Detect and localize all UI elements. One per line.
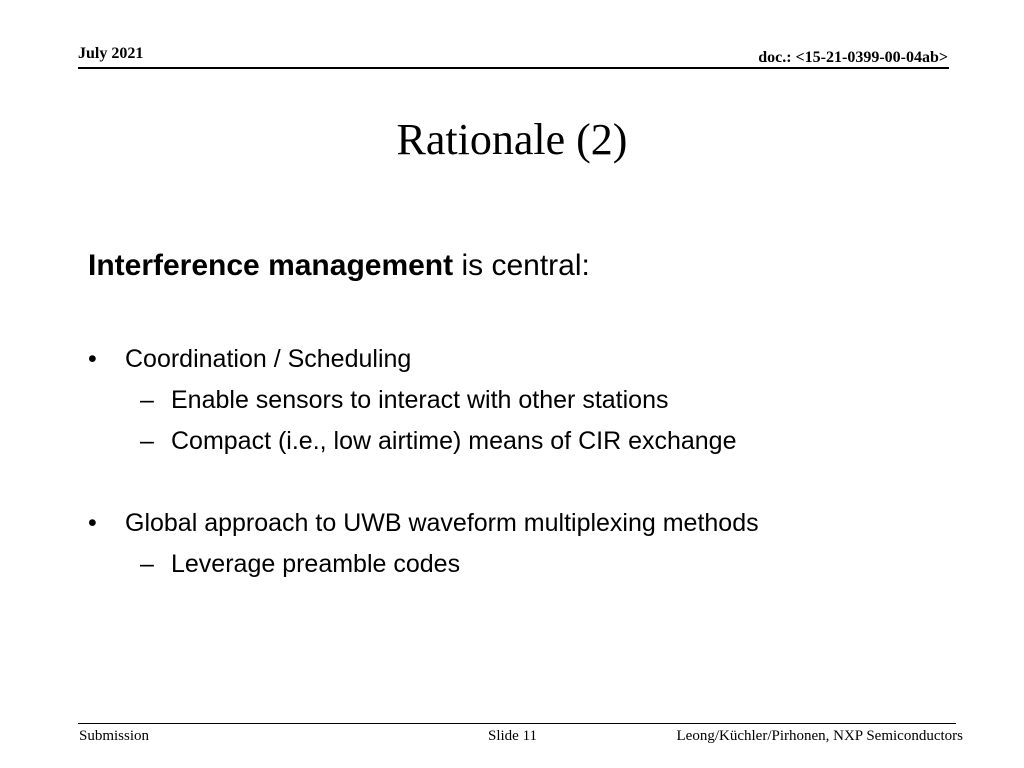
intro-line xyxy=(88,246,968,286)
intro-bold-text: Interference management xyxy=(88,249,454,282)
footer-slide-number: Slide 11 xyxy=(488,728,538,744)
bullet-text: Global approach to UWB waveform multiplexing methods xyxy=(125,509,759,537)
slide-body xyxy=(88,246,968,579)
bullet-marker: • xyxy=(88,509,97,537)
footer-submission: Submission xyxy=(79,728,150,744)
slide-title: Rationale (2) xyxy=(396,115,628,164)
sub-bullet-item-compact xyxy=(88,426,968,456)
sub-bullet-item-enable-sensors xyxy=(88,385,968,415)
footer-divider xyxy=(78,723,956,724)
bullet-marker: • xyxy=(88,345,97,373)
header-doc-id: doc.: <15-21-0399-00-04ab> xyxy=(758,49,948,66)
bullet-list xyxy=(88,344,968,579)
sub-bullet-text: Enable sensors to interact with other stations xyxy=(171,386,669,414)
bullet-text: Coordination / Scheduling xyxy=(125,345,412,373)
sub-bullet-text: Leverage preamble codes xyxy=(171,550,461,578)
dash-marker: – xyxy=(140,427,154,455)
footer-authors: Leong/Küchler/Pirhonen, NXP Semiconductors xyxy=(676,728,963,744)
intro-rest-text: is central: xyxy=(453,249,590,282)
header-date: July 2021 xyxy=(78,45,144,62)
header-divider xyxy=(78,67,949,69)
bullet-item-coordination xyxy=(88,344,968,374)
bullet-item-global-approach xyxy=(88,508,968,538)
dash-marker: – xyxy=(140,386,154,414)
dash-marker: – xyxy=(140,550,154,578)
sub-bullet-text: Compact (i.e., low airtime) means of CIR exchange xyxy=(171,427,737,455)
sub-bullet-item-preamble xyxy=(88,549,968,579)
